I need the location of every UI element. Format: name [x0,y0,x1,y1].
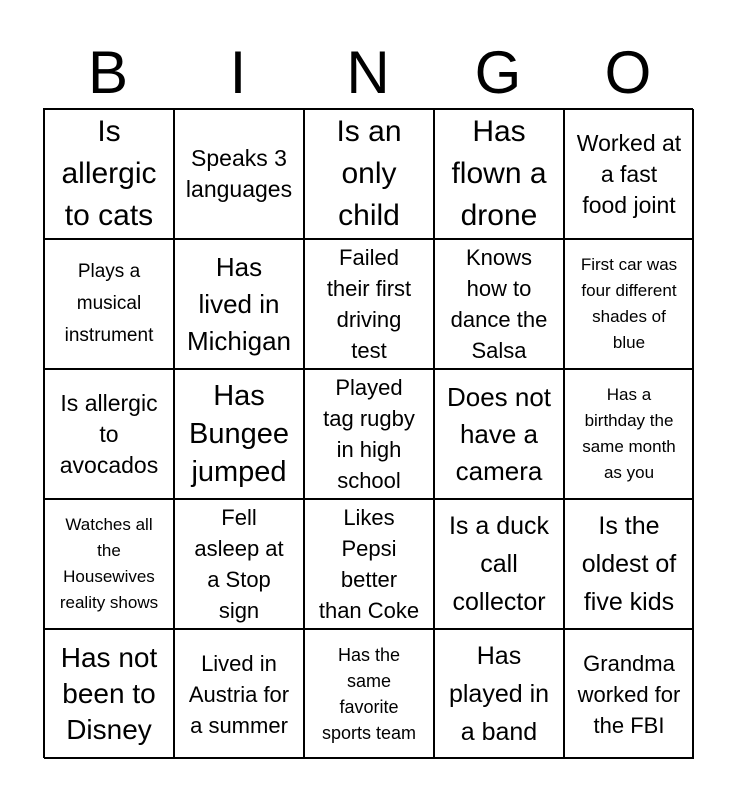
cell-text: Watches all the Housewives reality shows [59,515,159,612]
cell-text: Plays a musical instrument [64,261,154,346]
cell-text: Is allergic to avocados [59,389,159,478]
bingo-cell-r3c3[interactable] [304,369,434,499]
bingo-cell-r1c5[interactable] [564,109,694,239]
cell-text: Grandma worked for the FBI [577,650,681,738]
bingo-cell-r4c5[interactable] [564,499,694,629]
cell-text: Has played in a band [448,642,550,746]
bingo-cell-r1c4[interactable] [434,109,564,239]
header-letter-n: N [346,39,390,106]
bingo-cell-r4c1[interactable] [44,499,174,629]
bingo-cell-r4c2[interactable] [174,499,304,629]
header-letter-g: G [474,39,522,106]
header-letter-o: O [604,39,652,106]
bingo-cell-r3c5[interactable] [564,369,694,499]
bingo-cell-r4c4[interactable] [434,499,564,629]
cell-text: Failed their first driving test [326,245,412,363]
cell-text: Is an only child [336,115,402,232]
cell-text: Has a birthday the same month as you [582,385,676,482]
cell-text: Fell asleep at a Stop sign [194,505,284,623]
bingo-cell-r5c2[interactable] [174,629,304,759]
bingo-cell-r5c5[interactable] [564,629,694,759]
bingo-header [43,40,693,106]
cell-text: First car was four different shades of blue [580,255,678,352]
cell-text: Knows how to dance the Salsa [450,245,548,363]
bingo-cell-r2c5[interactable] [564,239,694,369]
cell-text: Is allergic to cats [61,115,157,232]
cell-text: Has the same favorite sports team [321,645,417,743]
bingo-cell-r2c1[interactable] [44,239,174,369]
bingo-cell-r3c1[interactable] [44,369,174,499]
cell-text: Likes Pepsi better than Coke [318,505,420,623]
cell-text: Has Bungee jumped [189,380,289,488]
bingo-grid [43,108,693,758]
cell-text: Is a duck call collector [448,512,550,616]
header-letter-b: B [87,39,129,106]
bingo-cell-r5c3[interactable] [304,629,434,759]
bingo-cell-r2c3[interactable] [304,239,434,369]
bingo-cell-r5c1[interactable] [44,629,174,759]
bingo-cell-r5c4[interactable] [434,629,564,759]
cell-text: Is the oldest of five kids [581,512,677,616]
cell-text: Lived in Austria for a summer [188,650,290,738]
bingo-cell-r1c2[interactable] [174,109,304,239]
cell-text: Has not been to Disney [60,642,158,745]
bingo-cell-r1c1[interactable] [44,109,174,239]
cell-text: Played tag rugby in high school [323,375,415,493]
cell-text: Speaks 3 languages [185,145,293,202]
cell-text: Worked at a fast food joint [576,129,682,218]
bingo-cell-r2c2[interactable] [174,239,304,369]
cell-text: Has lived in Michigan [186,251,292,356]
bingo-cell-r4c3[interactable] [304,499,434,629]
header-letter-i: I [229,39,247,106]
bingo-cell-r3c2[interactable] [174,369,304,499]
bingo-cell-r3c4[interactable] [434,369,564,499]
cell-text: Does not have a camera [446,381,552,486]
bingo-cell-r1c3[interactable] [304,109,434,239]
bingo-cell-r2c4[interactable] [434,239,564,369]
cell-text: Has flown a drone [451,115,547,232]
